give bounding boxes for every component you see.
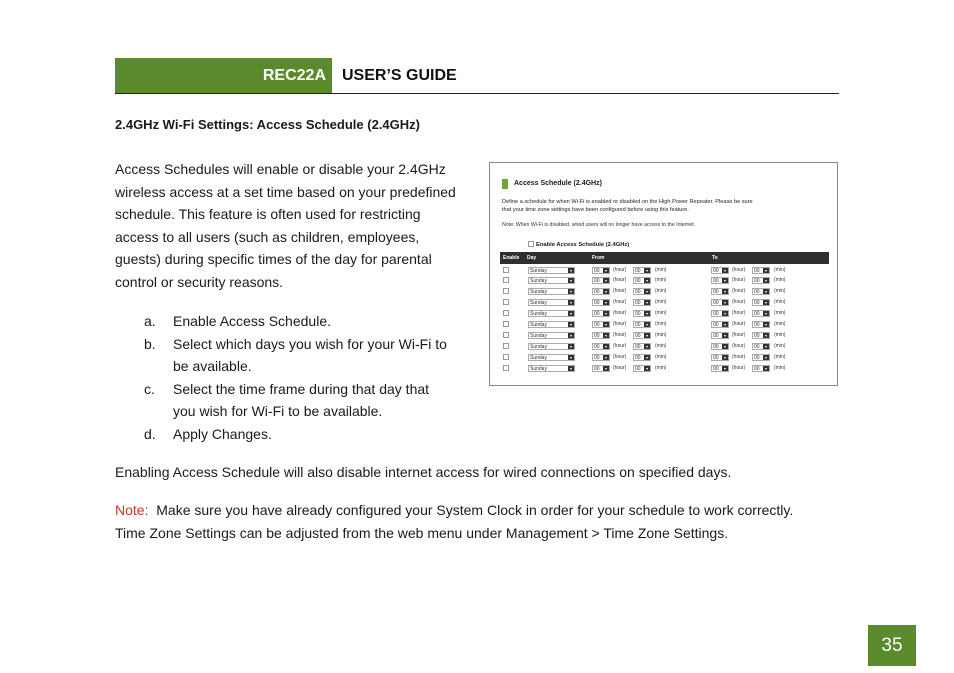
from-min-select-value: 00	[635, 343, 641, 350]
to-min-select[interactable]	[752, 321, 770, 328]
chevron-down-icon: ▾	[723, 300, 726, 306]
chevron-down-icon: ▾	[604, 343, 607, 349]
from-min-select-value: 00	[635, 300, 641, 307]
chevron-down-icon: ▾	[569, 267, 572, 273]
min-label: (min)	[774, 364, 786, 371]
col-enable: Enable	[503, 255, 520, 261]
to-hour-select-value: 00	[713, 267, 719, 274]
screenshot-title-text: Access Schedule (2.4GHz)	[514, 180, 602, 187]
chevron-down-icon: ▾	[723, 289, 726, 295]
hour-label: (hour)	[613, 342, 627, 349]
from-min-select[interactable]	[633, 277, 651, 284]
hour-label: (hour)	[613, 288, 627, 295]
min-label: (min)	[655, 320, 667, 327]
to-min-select-value: 00	[754, 300, 760, 307]
col-day: Day	[527, 255, 537, 261]
note-text: Make sure you have already configured your System Clock in order for your schedule to work correctly.	[148, 502, 794, 518]
screenshot-note: Note: When Wi-Fi is disabled, wired users will no longer have access to the Internet.	[502, 222, 696, 228]
chevron-down-icon: ▾	[604, 278, 607, 284]
product-name: REC22A	[262, 67, 326, 84]
from-hour-select-value: 00	[594, 332, 600, 339]
from-min-select-value: 00	[635, 354, 641, 361]
to-hour-select[interactable]	[711, 267, 729, 274]
from-min-select[interactable]	[633, 343, 651, 350]
hour-label: (hour)	[732, 288, 746, 295]
min-label: (min)	[655, 331, 667, 338]
from-hour-select[interactable]	[592, 310, 610, 317]
schedule-table-header	[500, 252, 829, 264]
to-min-select-value: 00	[754, 343, 760, 350]
chevron-down-icon: ▾	[645, 343, 648, 349]
intro-line: access to all users (such as children, employees,	[115, 228, 420, 245]
row-enable-checkbox[interactable]	[503, 332, 509, 338]
chevron-down-icon: ▾	[569, 343, 572, 349]
schedule-row	[500, 352, 829, 363]
to-hour-select[interactable]	[711, 310, 729, 317]
chevron-down-icon: ▾	[764, 311, 767, 317]
min-label: (min)	[655, 364, 667, 371]
chevron-down-icon: ▾	[764, 354, 767, 360]
description-line: Define a schedule for when Wi-Fi is enabled or disabled on the High Power Repeater. Please be sure	[502, 199, 753, 205]
row-enable-checkbox[interactable]	[503, 310, 509, 316]
enable-schedule-checkbox[interactable]	[528, 241, 534, 247]
day-select[interactable]	[528, 299, 575, 306]
chevron-down-icon: ▾	[604, 267, 607, 273]
to-min-select[interactable]	[752, 354, 770, 361]
row-enable-checkbox[interactable]	[503, 267, 509, 273]
day-select-value: Sunday	[530, 354, 547, 361]
to-min-select[interactable]	[752, 288, 770, 295]
to-hour-select[interactable]	[711, 299, 729, 306]
schedule-table-rows	[500, 265, 829, 374]
from-min-select[interactable]	[633, 365, 651, 372]
to-hour-select-value: 00	[713, 343, 719, 350]
row-enable-checkbox[interactable]	[503, 288, 509, 294]
note-line-2: Time Zone Settings can be adjusted from the web menu under Management > Time Zone Settings.	[115, 524, 729, 541]
to-min-select[interactable]	[752, 332, 770, 339]
min-label: (min)	[655, 277, 667, 284]
day-select[interactable]	[528, 365, 575, 372]
hour-label: (hour)	[732, 320, 746, 327]
to-hour-select[interactable]	[711, 343, 729, 350]
from-min-select[interactable]	[633, 288, 651, 295]
chevron-down-icon: ▾	[764, 365, 767, 371]
hour-label: (hour)	[732, 342, 746, 349]
hour-label: (hour)	[732, 277, 746, 284]
step-item	[144, 423, 474, 446]
row-enable-checkbox[interactable]	[503, 299, 509, 305]
hour-label: (hour)	[613, 364, 627, 371]
to-min-select-value: 00	[754, 321, 760, 328]
hour-label: (hour)	[732, 266, 746, 273]
hour-label: (hour)	[613, 331, 627, 338]
day-select[interactable]	[528, 288, 575, 295]
schedule-row	[500, 287, 829, 298]
from-hour-select-value: 00	[594, 267, 600, 274]
step-marker: c.	[144, 380, 155, 397]
chevron-down-icon: ▾	[604, 332, 607, 338]
chevron-down-icon: ▾	[569, 311, 572, 317]
header-product-bar	[115, 58, 332, 93]
hour-label: (hour)	[613, 299, 627, 306]
intro-paragraph	[115, 158, 480, 293]
to-min-select-value: 00	[754, 311, 760, 318]
to-min-select[interactable]	[752, 310, 770, 317]
min-label: (min)	[774, 353, 786, 360]
to-hour-select[interactable]	[711, 354, 729, 361]
from-hour-select-value: 00	[594, 365, 600, 372]
intro-line: Access Schedules will enable or disable your 2.4GHz	[115, 161, 446, 177]
to-hour-select[interactable]	[711, 288, 729, 295]
from-hour-select[interactable]	[592, 267, 610, 274]
min-label: (min)	[655, 266, 667, 273]
step-marker: d.	[144, 425, 156, 442]
from-min-select[interactable]	[633, 267, 651, 274]
from-hour-select-value: 00	[594, 289, 600, 296]
min-label: (min)	[655, 353, 667, 360]
step-text: you wish for Wi-Fi to be available.	[173, 403, 383, 419]
chevron-down-icon: ▾	[764, 300, 767, 306]
disable-paragraph: Enabling Access Schedule will also disable internet access for wired connections on specified days.	[115, 464, 732, 480]
from-hour-select-value: 00	[594, 354, 600, 361]
min-label: (min)	[774, 299, 786, 306]
to-min-select-value: 00	[754, 332, 760, 339]
steps-list	[144, 310, 474, 445]
min-label: (min)	[774, 342, 786, 349]
col-from: From	[592, 255, 605, 261]
min-label: (min)	[655, 288, 667, 295]
min-label: (min)	[774, 266, 786, 273]
access-schedule-screenshot	[489, 162, 838, 386]
day-select[interactable]	[528, 321, 575, 328]
note-label: Note:	[115, 502, 149, 518]
day-select[interactable]	[528, 267, 575, 274]
day-select-value: Sunday	[530, 278, 547, 285]
page-number: 35	[868, 625, 916, 666]
chevron-down-icon: ▾	[604, 300, 607, 306]
min-label: (min)	[774, 320, 786, 327]
min-label: (min)	[774, 288, 786, 295]
from-min-select[interactable]	[633, 332, 651, 339]
chevron-down-icon: ▾	[723, 343, 726, 349]
to-hour-select-value: 00	[713, 311, 719, 318]
from-min-select-value: 00	[635, 278, 641, 285]
note-paragraph	[115, 499, 845, 544]
from-min-select-value: 00	[635, 311, 641, 318]
schedule-row	[500, 298, 829, 309]
from-min-select-value: 00	[635, 321, 641, 328]
step-text: Select which days you wish for your Wi-Fi to	[173, 335, 447, 352]
schedule-row	[500, 319, 829, 330]
schedule-row	[500, 341, 829, 352]
to-min-select[interactable]	[752, 267, 770, 274]
to-min-select-value: 00	[754, 267, 760, 274]
row-enable-checkbox[interactable]	[503, 343, 509, 349]
from-hour-select[interactable]	[592, 277, 610, 284]
chevron-down-icon: ▾	[645, 300, 648, 306]
hour-label: (hour)	[732, 310, 746, 317]
day-select-value: Sunday	[530, 289, 547, 296]
chevron-down-icon: ▾	[569, 332, 572, 338]
day-select-value: Sunday	[530, 343, 547, 350]
from-min-select-value: 00	[635, 289, 641, 296]
from-min-select[interactable]	[633, 321, 651, 328]
step-text: Enable Access Schedule.	[173, 313, 331, 329]
guide-title: USER’S GUIDE	[342, 67, 457, 84]
day-select-value: Sunday	[530, 365, 547, 372]
from-min-select-value: 00	[635, 332, 641, 339]
day-select[interactable]	[528, 354, 575, 361]
chevron-down-icon: ▾	[645, 354, 648, 360]
chevron-down-icon: ▾	[723, 278, 726, 284]
chevron-down-icon: ▾	[569, 365, 572, 371]
min-label: (min)	[655, 310, 667, 317]
to-hour-select-value: 00	[713, 278, 719, 285]
from-hour-select[interactable]	[592, 321, 610, 328]
chevron-down-icon: ▾	[569, 321, 572, 327]
to-hour-select[interactable]	[711, 277, 729, 284]
chevron-down-icon: ▾	[764, 321, 767, 327]
hour-label: (hour)	[613, 277, 627, 284]
from-hour-select-value: 00	[594, 343, 600, 350]
chevron-down-icon: ▾	[645, 289, 648, 295]
from-hour-select[interactable]	[592, 332, 610, 339]
to-hour-select-value: 00	[713, 321, 719, 328]
chevron-down-icon: ▾	[645, 321, 648, 327]
hour-label: (hour)	[613, 320, 627, 327]
row-enable-checkbox[interactable]	[503, 277, 509, 283]
col-to: To	[712, 255, 718, 261]
schedule-row	[500, 330, 829, 341]
schedule-row	[500, 363, 829, 374]
chevron-down-icon: ▾	[723, 365, 726, 371]
from-hour-select[interactable]	[592, 299, 610, 306]
section-title: 2.4GHz Wi-Fi Settings: Access Schedule (2.4GHz)	[115, 117, 420, 132]
day-select-value: Sunday	[530, 332, 547, 339]
chevron-down-icon: ▾	[764, 332, 767, 338]
intro-line: schedule. This feature is often used for restricting	[115, 206, 421, 222]
hour-label: (hour)	[732, 353, 746, 360]
to-min-select[interactable]	[752, 365, 770, 372]
from-hour-select-value: 00	[594, 278, 600, 285]
note-line	[115, 499, 845, 522]
chevron-down-icon: ▾	[764, 278, 767, 284]
chevron-down-icon: ▾	[723, 332, 726, 338]
chevron-down-icon: ▾	[645, 332, 648, 338]
to-min-select[interactable]	[752, 299, 770, 306]
day-select[interactable]	[528, 332, 575, 339]
day-select-value: Sunday	[530, 311, 547, 318]
day-select[interactable]	[528, 277, 575, 284]
header-rule	[115, 93, 839, 94]
to-hour-select[interactable]	[711, 321, 729, 328]
step-text: Apply Changes.	[173, 425, 272, 442]
min-label: (min)	[655, 342, 667, 349]
title-marker	[502, 179, 508, 189]
chevron-down-icon: ▾	[723, 267, 726, 273]
chevron-down-icon: ▾	[723, 321, 726, 327]
min-label: (min)	[655, 299, 667, 306]
to-hour-select-value: 00	[713, 332, 719, 339]
row-enable-checkbox[interactable]	[503, 321, 509, 327]
step-text: be available.	[173, 358, 252, 374]
schedule-row	[500, 309, 829, 320]
from-min-select-value: 00	[635, 365, 641, 372]
from-hour-select[interactable]	[592, 354, 610, 361]
day-select[interactable]	[528, 343, 575, 350]
hour-label: (hour)	[613, 353, 627, 360]
chevron-down-icon: ▾	[764, 289, 767, 295]
to-hour-select[interactable]	[711, 332, 729, 339]
chevron-down-icon: ▾	[604, 311, 607, 317]
day-select-value: Sunday	[530, 321, 547, 328]
hour-label: (hour)	[732, 364, 746, 371]
to-min-select-value: 00	[754, 289, 760, 296]
from-hour-select-value: 00	[594, 300, 600, 307]
hour-label: (hour)	[732, 331, 746, 338]
to-hour-select-value: 00	[713, 354, 719, 361]
from-min-select[interactable]	[633, 310, 651, 317]
intro-line: wireless access at a set time based on your predefined	[115, 183, 456, 200]
from-min-select[interactable]	[633, 354, 651, 361]
schedule-row	[500, 276, 829, 287]
from-min-select-value: 00	[635, 267, 641, 274]
from-hour-select[interactable]	[592, 365, 610, 372]
chevron-down-icon: ▾	[604, 365, 607, 371]
day-select[interactable]	[528, 310, 575, 317]
hour-label: (hour)	[613, 310, 627, 317]
chevron-down-icon: ▾	[604, 321, 607, 327]
from-min-select[interactable]	[633, 299, 651, 306]
chevron-down-icon: ▾	[569, 289, 572, 295]
to-min-select-value: 00	[754, 278, 760, 285]
hour-label: (hour)	[613, 266, 627, 273]
enable-schedule-option[interactable]	[528, 241, 629, 249]
screenshot-description	[502, 199, 832, 214]
chevron-down-icon: ▾	[569, 354, 572, 360]
chevron-down-icon: ▾	[604, 354, 607, 360]
chevron-down-icon: ▾	[569, 278, 572, 284]
chevron-down-icon: ▾	[764, 343, 767, 349]
intro-line: control or security reasons.	[115, 273, 284, 290]
hour-label: (hour)	[732, 299, 746, 306]
chevron-down-icon: ▾	[569, 300, 572, 306]
step-item	[144, 310, 474, 333]
from-hour-select-value: 00	[594, 321, 600, 328]
step-text: Select the time frame during that day that	[173, 380, 430, 397]
min-label: (min)	[774, 310, 786, 317]
enable-schedule-label: Enable Access Schedule (2.4GHz)	[536, 242, 630, 248]
description-line: that your time zone settings have been configured before using this feature.	[502, 206, 689, 213]
chevron-down-icon: ▾	[723, 311, 726, 317]
from-hour-select[interactable]	[592, 343, 610, 350]
row-enable-checkbox[interactable]	[503, 365, 509, 371]
step-item	[144, 378, 474, 423]
chevron-down-icon: ▾	[645, 278, 648, 284]
min-label: (min)	[774, 331, 786, 338]
to-hour-select-value: 00	[713, 365, 719, 372]
step-item	[144, 333, 474, 378]
min-label: (min)	[774, 277, 786, 284]
to-hour-select-value: 00	[713, 289, 719, 296]
to-min-select[interactable]	[752, 343, 770, 350]
to-min-select-value: 00	[754, 354, 760, 361]
step-marker: a.	[144, 313, 156, 329]
chevron-down-icon: ▾	[645, 365, 648, 371]
row-enable-checkbox[interactable]	[503, 354, 509, 360]
chevron-down-icon: ▾	[764, 267, 767, 273]
schedule-row	[500, 265, 829, 276]
chevron-down-icon: ▾	[723, 354, 726, 360]
day-select-value: Sunday	[530, 300, 547, 307]
from-hour-select[interactable]	[592, 288, 610, 295]
chevron-down-icon: ▾	[645, 267, 648, 273]
day-select-value: Sunday	[530, 267, 547, 274]
to-hour-select-value: 00	[713, 300, 719, 307]
to-min-select-value: 00	[754, 365, 760, 372]
to-hour-select[interactable]	[711, 365, 729, 372]
step-marker: b.	[144, 335, 156, 352]
intro-line: guests) during specific times of the day for parental	[115, 251, 432, 267]
chevron-down-icon: ▾	[604, 289, 607, 295]
chevron-down-icon: ▾	[645, 311, 648, 317]
to-min-select[interactable]	[752, 277, 770, 284]
from-hour-select-value: 00	[594, 311, 600, 318]
